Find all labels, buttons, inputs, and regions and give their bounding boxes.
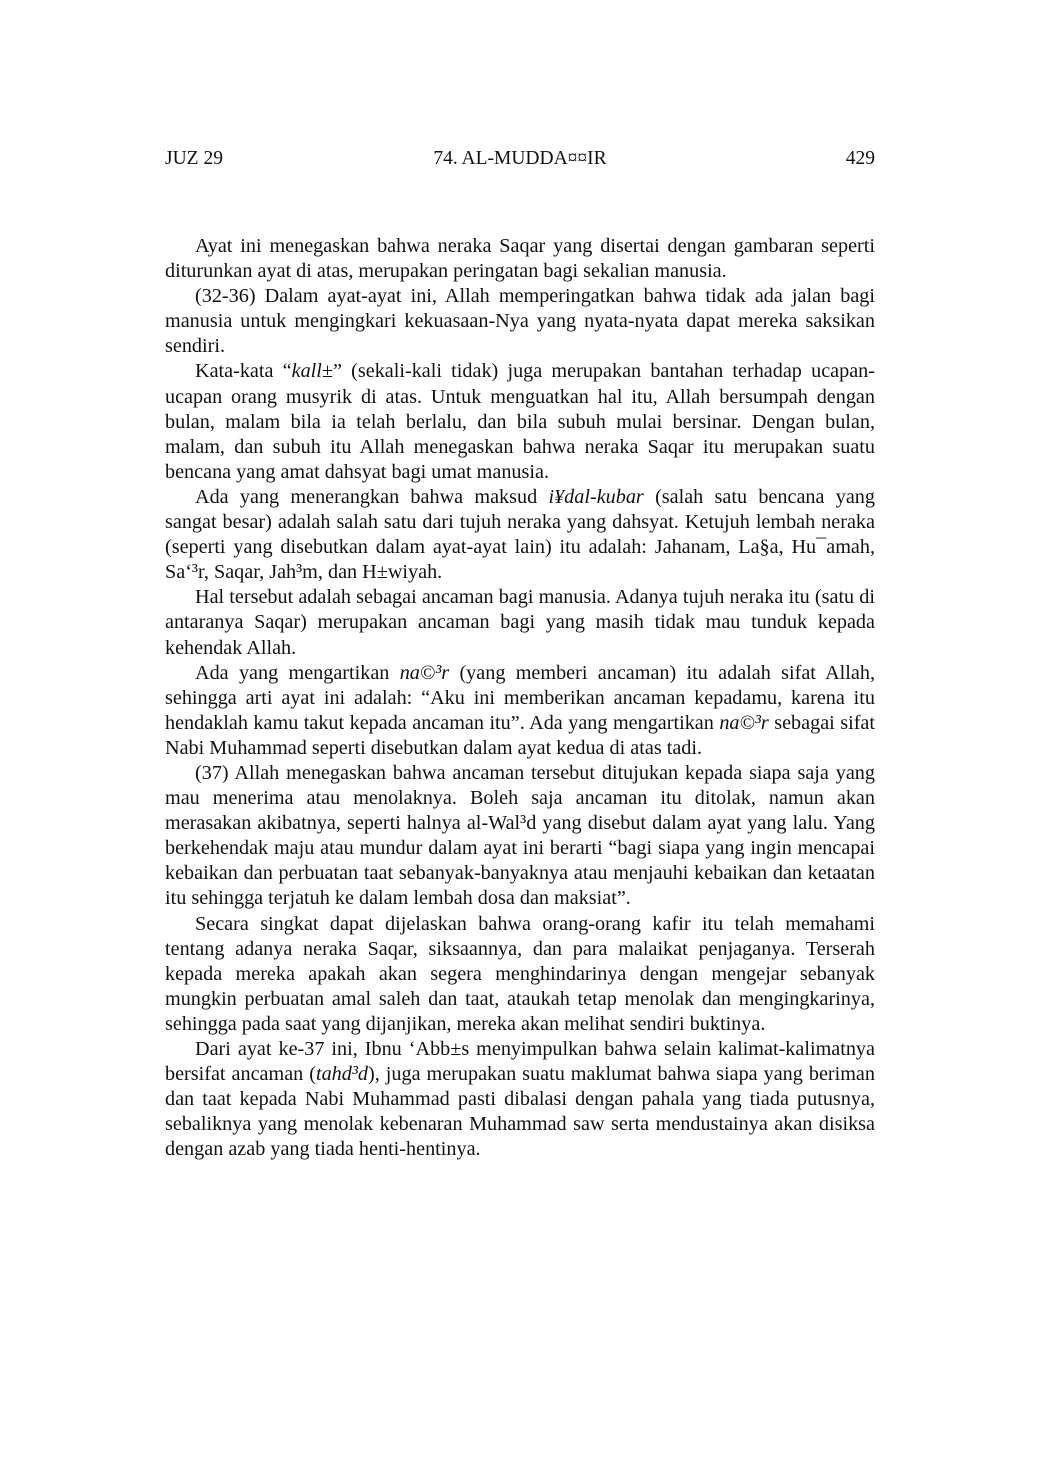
paragraph: [165, 485, 875, 585]
text-run: Ayat ini menegaskan bahwa neraka Saqar yang disertai dengan gambaran seperti diturunkan ayat di atas, merupakan peringatan bagi sekalian manusia.: [165, 235, 875, 283]
text-run: Ada yang mengartikan: [195, 661, 400, 684]
text-run: Kata-kata “: [195, 360, 292, 383]
text-run: Ada yang menerangkan bahwa maksud: [195, 485, 549, 508]
paragraph: [165, 359, 875, 484]
juz-label: JUZ 29: [165, 148, 223, 169]
paragraph: [165, 661, 875, 761]
paragraph: [165, 234, 875, 284]
paragraph: [165, 284, 875, 359]
text-run: (salah satu bencana yang sangat besar) adalah salah satu dari tujuh neraka yang dahsyat. Ketujuh lembah neraka (seperti yang disebutkan dalam ayat-ayat lain) itu adalah: Jahanam, La§a, Hu¯amah, Sa‘³r, Saqar, Jah³m, dan H±wiyah.: [165, 485, 875, 584]
paragraph: [165, 1037, 875, 1162]
italic-term: na©³r: [399, 661, 450, 684]
text-run: sebagai sifat Nabi Muhammad seperti disebutkan dalam ayat kedua di atas tadi.: [165, 711, 875, 759]
italic-term: na©³r: [719, 711, 769, 734]
text-run: ), juga merupakan suatu maklumat bahwa siapa yang beriman dan taat kepada Nabi Muhammad pasti dibalasi dengan pahala yang tiada putusnya, sebaliknya yang menolak kebenaran Muhammad saw serta mendustainya akan disiksa dengan azab yang tiada henti-hentinya.: [165, 1063, 875, 1161]
italic-term: i¥dal-kubar: [548, 485, 644, 508]
page-number: 429: [845, 148, 875, 169]
italic-term: kall±: [291, 360, 333, 383]
running-header: [165, 146, 875, 172]
paragraph: [165, 761, 875, 912]
paragraph: [165, 912, 875, 1037]
text-run: (37) Allah menegaskan bahwa ancaman tersebut ditujukan kepada siapa saja yang mau menerima atau menolaknya. Boleh saja ancaman itu ditolak, namun akan merasakan akibatnya, seperti halnya al-Wal³d yang disebut dalam ayat yang lalu. Yang berkehendak maju atau mundur dalam ayat ini berarti “bagi siapa yang ingin mencapai kebaikan dan perbuatan taat sebanyak-banyaknya atau menjauhi kebaikan dan ketaatan itu sehingga terjatuh ke dalam lembah dosa dan maksiat”.: [165, 761, 875, 910]
text-run: (32-36) Dalam ayat-ayat ini, Allah memperingatkan bahwa tidak ada jalan bagi manusia untuk mengingkari kekuasaan-Nya yang nyata-nyata dapat mereka saksikan sendiri.: [165, 285, 875, 358]
text-run: (yang memberi ancaman) itu adalah sifat Allah, sehingga arti ayat ini adalah: “Aku ini memberikan ancaman kepadamu, karena itu hendaklah kamu takut kepada ancaman itu”. Ada yang mengartikan: [165, 661, 875, 734]
text-run: Hal tersebut adalah sebagai ancaman bagi manusia. Adanya tujuh neraka itu (satu di antaranya Saqar) merupakan ancaman bagi yang masih tidak mau tunduk kepada kehendak Allah.: [165, 586, 875, 659]
surah-title: 74. AL-MUDDA¤¤IR: [433, 148, 607, 169]
italic-term: tahd³d: [315, 1063, 369, 1086]
text-run: Dari ayat ke-37 ini, Ibnu ‘Abb±s menyimpulkan bahwa selain kalimat-kalimatnya bersifat ancaman (: [165, 1038, 875, 1086]
body-text: [165, 234, 875, 1162]
text-run: Secara singkat dapat dijelaskan bahwa orang-orang kafir itu telah memahami tentang adanya neraka Saqar, siksaannya, dan para malaikat penjaganya. Terserah kepada mereka apakah akan segera menghindarinya dengan mengejar sebanyak mungkin perbuatan amal saleh dan taat, ataukah tetap menolak dan mengingkarinya, sehingga pada saat yang dijanjikan, mereka akan melihat sendiri buktinya.: [165, 912, 875, 1035]
paragraph: [165, 585, 875, 660]
text-run: ” (sekali-kali tidak) juga merupakan bantahan terhadap ucapan-ucapan orang musyrik di atas. Untuk menguatkan hal itu, Allah bersumpah dengan bulan, malam bila ia telah berlalu, dan bila subuh mulai bersinar. Dengan bulan, malam, dan subuh itu Allah menegaskan bahwa neraka Saqar itu merupakan suatu bencana yang amat dahsyat bagi umat manusia.: [165, 360, 875, 483]
